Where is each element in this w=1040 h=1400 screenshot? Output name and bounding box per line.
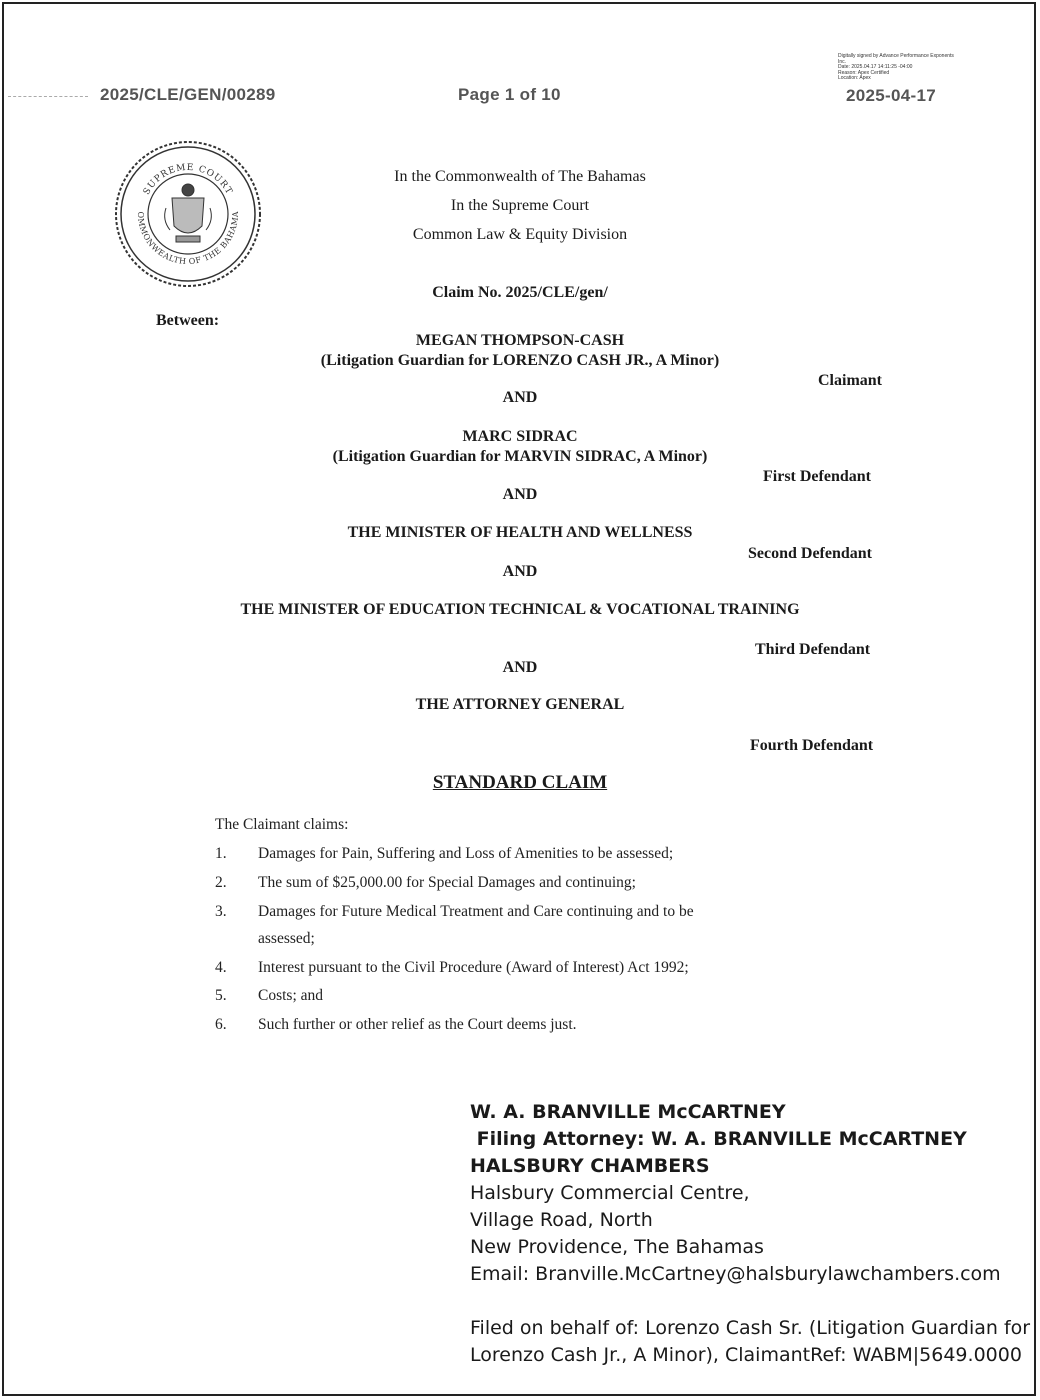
claim-text: Damages for Future Medical Treatment and Care continuing and to be bbox=[258, 903, 694, 920]
and-separator: AND bbox=[502, 659, 538, 676]
first-defendant-guardian: (Litigation Guardian for MARVIN SIDRAC, A Minor) bbox=[332, 448, 708, 465]
attorney-name: W. A. BRANVILLE McCARTNEY bbox=[470, 1101, 786, 1123]
seal-top-text: SUPREME COURT bbox=[141, 162, 235, 197]
address-line-3: New Providence, The Bahamas bbox=[470, 1236, 764, 1258]
claim-text: Interest pursuant to the Civil Procedure (Award of Interest) Act 1992; bbox=[258, 959, 689, 976]
claimant-name: MEGAN THOMPSON-CASH bbox=[415, 332, 625, 349]
claims-list bbox=[0, 845, 1040, 1045]
signature-line: Date: 2025.04.17 14:11:25 -04:00 bbox=[838, 64, 913, 70]
third-defendant-role: Third Defendant bbox=[755, 641, 871, 658]
claims-intro: The Claimant claims: bbox=[215, 816, 349, 833]
digital-signature bbox=[838, 54, 954, 82]
and-separator: AND bbox=[502, 389, 538, 406]
signature-line: Reason: Apex Certified bbox=[838, 69, 890, 76]
firm-name: HALSBURY CHAMBERS bbox=[470, 1155, 710, 1177]
first-defendant-role: First Defendant bbox=[763, 468, 871, 485]
claim-number: Claim No. 2025/CLE/gen/ bbox=[432, 284, 608, 301]
court-line-1: In the Commonwealth of The Bahamas bbox=[394, 168, 646, 185]
address-line-1: Halsbury Commercial Centre, bbox=[470, 1182, 750, 1204]
seal-bottom-text: OMMONWEALTH OF THE BAHAMA bbox=[135, 210, 241, 267]
claim-number-label: 4. bbox=[215, 959, 227, 976]
fourth-defendant-role: Fourth Defendant bbox=[750, 737, 874, 754]
third-defendant-name: THE MINISTER OF EDUCATION TECHNICAL & VOCATIONAL TRAINING bbox=[240, 601, 800, 618]
claim-text: Costs; and bbox=[258, 987, 324, 1004]
claim-number-label: 2. bbox=[215, 874, 227, 891]
claimant-guardian: (Litigation Guardian for LORENZO CASH JR., A Minor) bbox=[320, 352, 720, 369]
claim-number-label: 3. bbox=[215, 903, 227, 920]
address-line-2: Village Road, North bbox=[470, 1209, 653, 1231]
signature-line: Inc. bbox=[838, 58, 847, 65]
first-defendant-name: MARC SIDRAC bbox=[462, 428, 578, 445]
claim-text: Such further or other relief as the Court deems just. bbox=[258, 1016, 577, 1033]
and-separator: AND bbox=[502, 486, 538, 503]
claimant-role: Claimant bbox=[818, 372, 882, 389]
filing-attorney: Filing Attorney: W. A. BRANVILLE McCARTNEY bbox=[470, 1128, 967, 1150]
second-defendant-name: THE MINISTER OF HEALTH AND WELLNESS bbox=[347, 524, 693, 541]
claim-text: assessed; bbox=[258, 930, 315, 947]
document-title: STANDARD CLAIM bbox=[432, 772, 608, 793]
filed-on-behalf-2: Lorenzo Cash Jr., A Minor), ClaimantRef: WABM|5649.0000 bbox=[470, 1344, 1022, 1366]
signature-line: Location: Apex bbox=[838, 75, 871, 81]
second-defendant-role: Second Defendant bbox=[748, 545, 873, 562]
claim-text: Damages for Pain, Suffering and Loss of Amenities to be assessed; bbox=[258, 845, 674, 862]
file-number: 2025/CLE/GEN/00289 bbox=[100, 85, 276, 104]
filing-date: 2025-04-17 bbox=[846, 86, 936, 105]
and-separator: AND bbox=[502, 563, 538, 580]
filed-on-behalf-1: Filed on behalf of: Lorenzo Cash Sr. (Litigation Guardian for bbox=[470, 1317, 1031, 1339]
signature-line: Digitally signed by Advance Performance Exponents bbox=[838, 53, 954, 59]
header-dashes bbox=[8, 96, 88, 97]
claim-number-label: 6. bbox=[215, 1016, 227, 1033]
court-line-3: Common Law & Equity Division bbox=[412, 226, 628, 243]
between-label: Between: bbox=[156, 312, 220, 329]
claim-text: The sum of $25,000.00 for Special Damages and continuing; bbox=[258, 874, 636, 891]
claim-number-label: 1. bbox=[215, 845, 227, 862]
court-line-2: In the Supreme Court bbox=[450, 197, 590, 214]
fourth-defendant-name: THE ATTORNEY GENERAL bbox=[415, 696, 625, 713]
attorney-email: Email: Branville.McCartney@halsburylawchambers.com bbox=[470, 1263, 1001, 1285]
page-number: Page 1 of 10 bbox=[458, 85, 561, 104]
claim-number-label: 5. bbox=[215, 987, 227, 1004]
